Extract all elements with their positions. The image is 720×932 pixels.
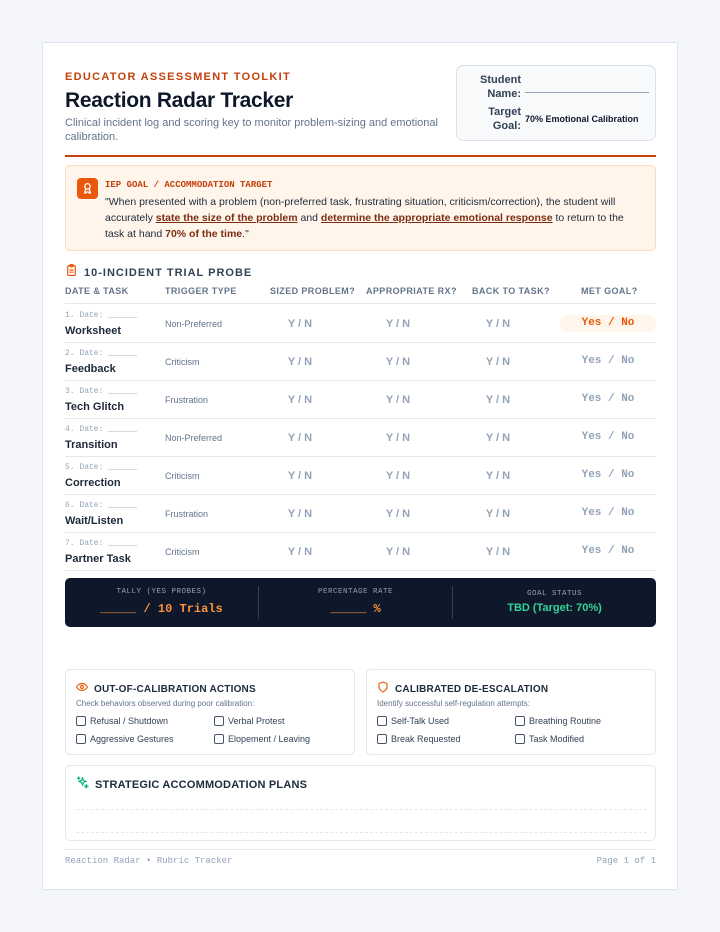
row-date-field[interactable]: 6. Date: ______ [65, 501, 138, 510]
row-trigger-type: Criticism [165, 471, 200, 481]
iep-goal-box [65, 165, 656, 251]
goal-text-part: to return to the task at hand [105, 212, 624, 240]
page-subtitle: Clinical incident log and scoring key to monitor problem-sizing and emotional calibration. [65, 117, 438, 143]
col-appropriate-rx: APPROPRIATE RX? [366, 286, 457, 296]
goal-emphasis-percent: 70% of the time [165, 228, 243, 240]
tally-bar [65, 578, 656, 627]
col-date-task: DATE & TASK [65, 286, 129, 296]
checkbox-box[interactable] [76, 716, 86, 726]
row-back-choice[interactable]: Y / N [485, 394, 511, 406]
calm-card-title: CALIBRATED DE-ESCALATION [395, 683, 549, 695]
eye-icon [76, 680, 88, 698]
accommodation-plans-card [65, 765, 656, 841]
checkbox-label: Verbal Protest [228, 716, 285, 726]
tally-value[interactable]: _____ / 10 Trials [100, 602, 223, 616]
table-row [65, 495, 656, 533]
percentage-value[interactable]: _____ % [330, 602, 381, 616]
row-back-choice[interactable]: Y / N [485, 546, 511, 558]
row-rx-choice[interactable]: Y / N [385, 394, 411, 406]
checkbox-label: Task Modified [529, 734, 585, 744]
table-row [65, 305, 656, 343]
footer-divider [65, 849, 656, 850]
sparkle-icon [76, 776, 89, 794]
row-sized-choice[interactable]: Y / N [287, 394, 313, 406]
col-met-goal: MET GOAL? [581, 286, 638, 296]
plans-card-title: STRATEGIC ACCOMMODATION PLANS [95, 779, 308, 791]
row-met-goal-choice[interactable]: Yes / No [581, 469, 635, 481]
row-rx-choice[interactable]: Y / N [385, 470, 411, 482]
row-rx-choice[interactable]: Y / N [385, 318, 411, 330]
award-icon [77, 178, 98, 199]
probe-section-header [65, 263, 252, 282]
out-of-calibration-card [65, 669, 355, 755]
checkbox-label: Refusal / Shutdown [90, 716, 169, 726]
table-row [65, 533, 656, 571]
shield-icon [377, 680, 389, 698]
row-sized-choice[interactable]: Y / N [287, 356, 313, 368]
row-rx-choice[interactable]: Y / N [385, 508, 411, 520]
row-back-choice[interactable]: Y / N [485, 508, 511, 520]
row-back-choice[interactable]: Y / N [485, 432, 511, 444]
toolkit-eyebrow: EDUCATOR ASSESSMENT TOOLKIT [65, 71, 291, 83]
row-date-field[interactable]: 3. Date: ______ [65, 387, 138, 396]
col-trigger-type: TRIGGER TYPE [165, 286, 237, 296]
goal-emphasis-size: state the size of the problem [155, 212, 298, 224]
checkbox-label: Break Requested [391, 734, 461, 744]
goal-status-value: TBD (Target: 70%) [507, 602, 602, 614]
row-trigger-type: Non-Preferred [165, 433, 223, 443]
row-trigger-type: Non-Preferred [165, 319, 223, 329]
student-name-field[interactable] [525, 92, 649, 93]
page-title: Reaction Radar Tracker [65, 89, 294, 112]
row-back-choice[interactable]: Y / N [485, 318, 511, 330]
row-date-field[interactable]: 2. Date: ______ [65, 349, 138, 358]
out-card-title: OUT-OF-CALIBRATION ACTIONS [94, 683, 256, 695]
col-sized-problem: SIZED PROBLEM? [270, 286, 356, 296]
row-met-goal-choice[interactable]: Yes / No [581, 393, 635, 405]
row-rx-choice[interactable]: Y / N [385, 356, 411, 368]
tally-label: TALLY (YES PROBES) [116, 588, 207, 596]
tally-cell [65, 578, 258, 627]
checkbox-label: Self-Talk Used [391, 716, 450, 726]
table-row [65, 457, 656, 495]
col-back-to-task: BACK TO TASK? [472, 286, 550, 296]
table-row [65, 419, 656, 457]
percentage-cell [259, 578, 452, 627]
row-back-choice[interactable]: Y / N [485, 470, 511, 482]
row-rx-choice[interactable]: Y / N [385, 546, 411, 558]
checkbox-verbal-protest[interactable] [214, 716, 285, 726]
goal-text-part: "When presented with a problem (non-preferred task, frustrating situation, criticism/correction), the student will accurately [105, 196, 616, 224]
row-task-name: Worksheet [65, 325, 122, 337]
row-sized-choice[interactable]: Y / N [287, 546, 313, 558]
checkbox-aggressive-gestures[interactable] [76, 734, 174, 744]
row-met-goal-choice[interactable]: Yes / No [560, 315, 656, 332]
row-sized-choice[interactable]: Y / N [287, 470, 313, 482]
checkbox-box[interactable] [214, 734, 224, 744]
goal-text-part: ." [242, 228, 249, 240]
checkbox-label: Aggressive Gestures [90, 734, 174, 744]
row-task-name: Correction [65, 477, 121, 489]
checkbox-label: Breathing Routine [529, 716, 602, 726]
checkbox-self-talk[interactable] [377, 716, 449, 726]
checkbox-refusal[interactable] [76, 716, 168, 726]
row-trigger-type: Frustration [165, 395, 209, 405]
row-task-name: Tech Glitch [65, 401, 125, 413]
iep-goal-heading: IEP GOAL / ACCOMMODATION TARGET [105, 180, 273, 190]
out-card-subtitle: Check behaviors observed during poor calibration: [76, 699, 255, 708]
row-trigger-type: Frustration [165, 509, 209, 519]
footer-page-number: Page 1 of 1 [596, 856, 656, 866]
row-met-goal-choice[interactable]: Yes / No [581, 507, 635, 519]
row-sized-choice[interactable]: Y / N [287, 318, 313, 330]
table-row [65, 343, 656, 381]
checkbox-task-modified[interactable] [515, 734, 584, 744]
row-date-field[interactable]: 7. Date: ______ [65, 539, 138, 548]
target-goal-label: Target Goal: [488, 106, 521, 132]
percentage-label: PERCENTAGE RATE [317, 588, 393, 596]
iep-goal-text [105, 194, 645, 242]
calm-card-header [377, 680, 548, 698]
checkbox-box[interactable] [377, 734, 387, 744]
row-met-goal-choice[interactable]: Yes / No [581, 431, 635, 443]
header-divider [65, 155, 656, 157]
plans-writing-line[interactable] [76, 809, 647, 810]
row-task-name: Wait/Listen [65, 515, 124, 527]
checkbox-box[interactable] [76, 734, 86, 744]
goal-status-cell [453, 578, 656, 627]
row-task-name: Feedback [65, 363, 116, 375]
footer-left: Reaction Radar • Rubric Tracker [65, 856, 233, 866]
worksheet-page [42, 42, 678, 890]
student-name-label: Student Name: [480, 74, 521, 100]
checkbox-box[interactable] [214, 716, 224, 726]
checkbox-label: Elopement / Leaving [228, 734, 311, 744]
out-card-header [76, 680, 256, 698]
row-rx-choice[interactable]: Y / N [385, 432, 411, 444]
row-sized-choice[interactable]: Y / N [287, 508, 313, 520]
goal-text-part: and [297, 212, 321, 224]
plans-writing-line[interactable] [76, 832, 647, 833]
checkbox-elopement[interactable] [214, 734, 310, 744]
row-date-field[interactable]: 1. Date: ______ [65, 311, 138, 320]
row-task-name: Partner Task [65, 553, 131, 565]
row-met-goal-choice[interactable]: Yes / No [581, 545, 635, 557]
checkbox-box[interactable] [515, 734, 525, 744]
probe-section-title: 10-INCIDENT TRIAL PROBE [84, 266, 253, 279]
row-sized-choice[interactable]: Y / N [287, 432, 313, 444]
table-row [65, 381, 656, 419]
row-task-name: Transition [65, 439, 118, 451]
checkbox-box[interactable] [515, 716, 525, 726]
goal-emphasis-response: determine the appropriate emotional response [320, 212, 553, 224]
probe-table-header [65, 286, 656, 304]
checkbox-break-requested[interactable] [377, 734, 461, 744]
row-trigger-type: Criticism [165, 547, 200, 557]
row-trigger-type: Criticism [165, 357, 200, 367]
calibrated-deescalation-card [366, 669, 656, 755]
row-date-field[interactable]: 4. Date: ______ [65, 425, 138, 434]
goal-status-label: GOAL STATUS [526, 590, 582, 598]
target-goal-value: 70% Emotional Calibration [525, 114, 639, 124]
student-info-card [456, 65, 656, 141]
checkbox-box[interactable] [377, 716, 387, 726]
row-met-goal-choice[interactable]: Yes / No [581, 355, 635, 367]
row-back-choice[interactable]: Y / N [485, 356, 511, 368]
checkbox-breathing[interactable] [515, 716, 601, 726]
row-date-field[interactable]: 5. Date: ______ [65, 463, 138, 472]
plans-card-header [76, 776, 307, 794]
clipboard-icon [65, 263, 78, 282]
calm-card-subtitle: Identify successful self-regulation attempts: [377, 699, 530, 708]
